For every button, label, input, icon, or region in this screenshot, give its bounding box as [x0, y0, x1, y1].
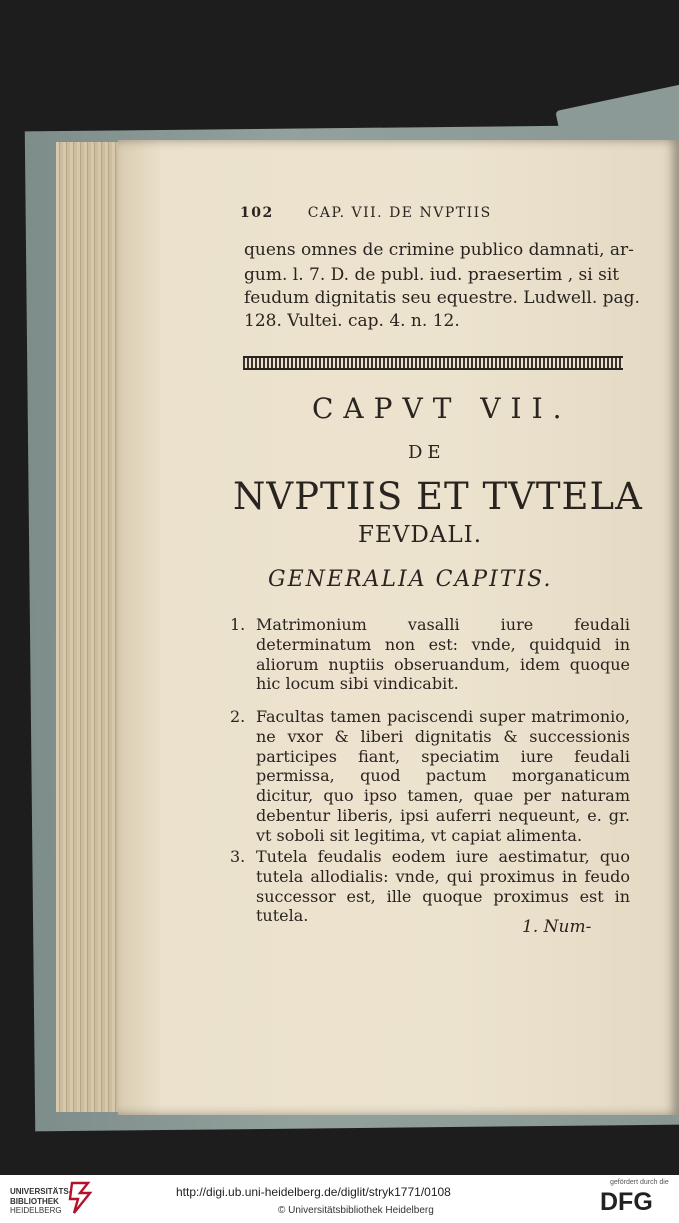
paragraph-number: 3. [230, 847, 246, 866]
chapter-subtitle: FEVDALI. [358, 522, 483, 548]
chapter-title: NVPTIIS ET TVTELA [233, 475, 643, 518]
text-line: feudum dignitatis seu equestre. Ludwell. pag. [244, 288, 640, 308]
running-title: CAP. VII. DE NVPTIIS [307, 205, 492, 221]
text-line: quens omnes de crimine publico damnati, ar- [244, 240, 634, 260]
numbered-paragraph [230, 707, 630, 846]
section-heading: GENERALIA CAPITIS. [268, 567, 553, 592]
numbered-paragraph [230, 615, 630, 694]
copyright-notice: © Universitätsbibliothek Heidelberg [278, 1205, 434, 1216]
numbered-paragraph [230, 847, 630, 926]
catchword: 1. Num- [522, 917, 592, 937]
dfg-logo[interactable]: DFG [600, 1188, 653, 1216]
paragraph-number: 2. [230, 707, 246, 726]
paragraph-number: 1. [230, 615, 246, 634]
text-line: 128. Vultei. cap. 4. n. 12. [244, 311, 460, 331]
permalink-url[interactable]: http://digi.ub.uni-heidelberg.de/diglit/stryk1771/0108 [176, 1185, 451, 1199]
paragraph-text: Matrimonium vasalli iure feudali determinatum non est: vnde, quidquid in aliorum nuptiis obseruandum, idem quoque hic locum sibi vindicabit. [256, 615, 630, 694]
text-line: gum. l. 7. D. de publ. iud. praesertim , si sit [244, 265, 620, 285]
page-number: 102 [240, 205, 274, 221]
paragraph-text: Facultas tamen paciscendi super matrimonio, ne vxor & liberi dignitatis & successionis participes fiant, speciatim iure feudali permissa, quod pactum morganaticum dicitur, quo ipso tamen, quae per naturam debentur liberis, ipsi auferri nequeunt, e. gr. vt soboli sit legitima, vt capiat alimenta. [256, 707, 630, 845]
paragraph-text: Tutela feudalis eodem iure aestimatur, quo tutela allodialis: vnde, qui proximus in feudo successor est, ille quoque proximus est in tutela. [256, 847, 630, 926]
chapter-de: DE [408, 442, 446, 463]
library-logo-icon[interactable] [66, 1179, 96, 1217]
funding-note: gefördert durch die [610, 1179, 669, 1186]
chapter-number: CAPVT VII. [312, 392, 572, 425]
library-logo-text[interactable]: UNIVERSITÄTS- BIBLIOTHEK HEIDELBERG [10, 1187, 72, 1215]
running-header [240, 205, 492, 221]
ornamental-rule [243, 356, 623, 370]
